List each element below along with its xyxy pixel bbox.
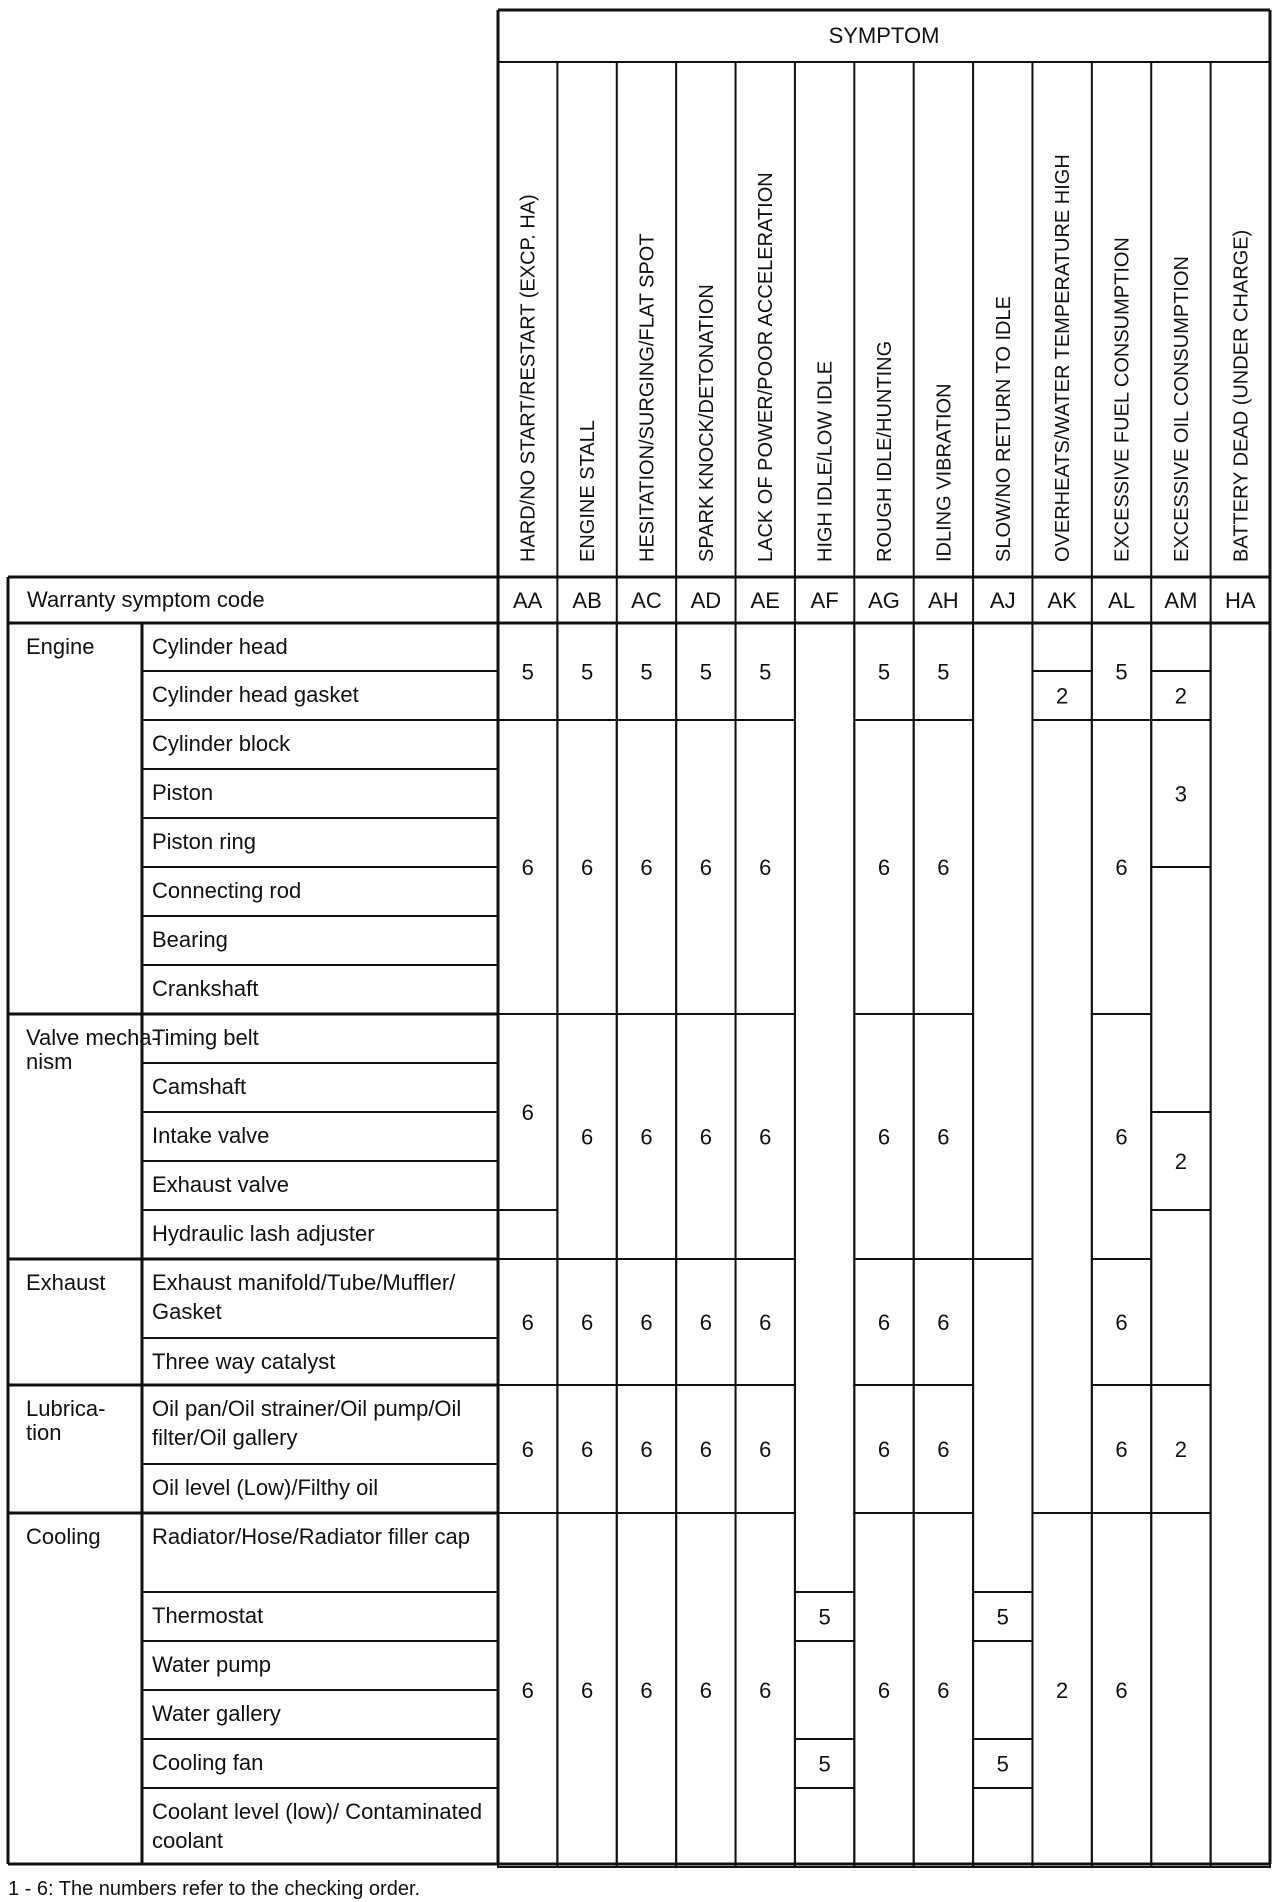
value-cell-ag: 6 — [877, 1310, 891, 1335]
symptom-code-al: AL — [1108, 588, 1135, 613]
symptom-label-ae: LACK OF POWER/POOR ACCELERATION — [755, 172, 778, 562]
value-cell-al: 6 — [1115, 855, 1128, 880]
group-label-0: Engine — [26, 634, 95, 659]
value-cell-ad: 5 — [699, 659, 712, 685]
footnote: 1 - 6: The numbers refer to the checking order. — [8, 1878, 421, 1900]
symptom-label-af: HIGH IDLE/LOW IDLE — [814, 360, 837, 562]
value-cell-ak: 2 — [1056, 683, 1069, 709]
symptom-label-aa: HARD/NO START/RESTART (EXCP. HA) — [517, 194, 540, 562]
value-cell-ab: 6 — [580, 1124, 594, 1150]
item-label: Intake valve — [152, 1123, 270, 1148]
value-cell-aa: 6 — [521, 1310, 534, 1335]
item-label: Cylinder head — [152, 634, 288, 659]
value-cell-aa: 6 — [521, 1678, 534, 1703]
symptom-code-aj: AJ — [989, 588, 1016, 613]
value-cell-ad: 6 — [699, 1678, 712, 1703]
value-cell-ab: 6 — [580, 1310, 594, 1335]
value-cell-aa: 5 — [521, 659, 534, 685]
value-cell-ac: 6 — [640, 1124, 653, 1150]
value-cell-aj: 5 — [996, 1604, 1009, 1630]
symptom-code-ah: AH — [928, 588, 959, 613]
symptom-code-ag: AG — [868, 588, 900, 613]
symptom-header: SYMPTOM — [828, 23, 940, 48]
value-cell-al: 5 — [1115, 659, 1128, 685]
value-cell-ag: 6 — [877, 1124, 891, 1150]
value-cell-ah: 5 — [937, 659, 950, 685]
value-cell-al: 6 — [1115, 1437, 1128, 1462]
value-cell-al: 6 — [1115, 1124, 1128, 1150]
value-cell-ab: 5 — [580, 659, 594, 685]
value-cell-ac: 6 — [640, 1678, 653, 1703]
value-cell-af: 5 — [818, 1751, 831, 1777]
symptom-label-ag: ROUGH IDLE/HUNTING — [874, 340, 896, 562]
value-cell-am: 3 — [1174, 781, 1188, 807]
item-label: Timing belt — [152, 1025, 259, 1050]
value-cell-am: 2 — [1174, 1149, 1188, 1174]
symptom-label-ac: HESITATION/SURGING/FLAT SPOT — [636, 233, 659, 562]
value-cell-aa: 6 — [521, 1100, 534, 1125]
item-label: Three way catalyst — [152, 1349, 336, 1374]
group-label-2: Exhaust — [26, 1270, 106, 1295]
item-label: Exhaust manifold/Tube/Muffler/ Gasket — [152, 1270, 456, 1324]
symptom-code-ac: AC — [631, 588, 662, 613]
value-cell-ag: 5 — [877, 659, 891, 685]
symptom-code-ha: HA — [1225, 588, 1256, 613]
value-cell-aa: 6 — [521, 855, 534, 880]
item-label: Cooling fan — [152, 1750, 264, 1775]
value-cell-ah: 6 — [937, 1678, 950, 1703]
value-cell-ah: 6 — [937, 1124, 950, 1150]
value-cell-al: 6 — [1115, 1678, 1128, 1703]
value-cell-ab: 6 — [580, 1678, 594, 1703]
item-label: Piston — [152, 780, 214, 805]
symptom-label-ad: SPARK KNOCK/DETONATION — [695, 284, 718, 562]
symptom-label-ha: BATTERY DEAD (UNDER CHARGE) — [1230, 229, 1253, 562]
item-label: Crankshaft — [152, 976, 259, 1001]
item-label: Radiator/Hose/Radiator filler cap — [152, 1524, 470, 1549]
symptom-label-ak: OVERHEATS/WATER TEMPERATURE HIGH — [1052, 154, 1075, 562]
item-label: Thermostat — [152, 1603, 264, 1628]
symptom-label-am: EXCESSIVE OIL CONSUMPTION — [1170, 256, 1193, 562]
value-cell-ab: 6 — [580, 1437, 594, 1462]
item-label: Cylinder head gasket — [152, 682, 359, 707]
item-label: Exhaust valve — [152, 1172, 289, 1197]
group-label-4: Cooling — [26, 1524, 101, 1549]
item-label: Water pump — [152, 1652, 272, 1677]
group-label-3: Lubrica-tion — [26, 1396, 106, 1445]
value-cell-ae: 6 — [759, 1310, 772, 1335]
value-cell-ag: 6 — [877, 1437, 891, 1462]
value-cell-ag: 6 — [877, 855, 891, 880]
value-cell-ac: 6 — [640, 855, 653, 880]
value-cell-ac: 5 — [640, 659, 653, 685]
value-cell-aj: 5 — [996, 1751, 1009, 1777]
value-cell-ab: 6 — [580, 855, 594, 880]
symptom-code-af: AF — [810, 588, 839, 613]
value-cell-ae: 6 — [759, 1124, 772, 1150]
symptom-code-ad: AD — [690, 588, 722, 613]
value-cell-ac: 6 — [640, 1310, 653, 1335]
item-label: Coolant level (low)/ Contaminated coolant — [152, 1799, 483, 1853]
warranty-symptom-code-label: Warranty symptom code — [27, 587, 265, 612]
symptom-code-ae: AE — [750, 588, 780, 613]
item-label: Camshaft — [152, 1074, 247, 1099]
value-cell-ae: 6 — [759, 855, 772, 880]
symptom-label-ah: IDLING VIBRATION — [933, 383, 956, 562]
value-cell-ah: 6 — [937, 855, 950, 880]
symptom-label-ab: ENGINE STALL — [577, 420, 600, 562]
item-label: Oil pan/Oil strainer/Oil pump/Oil filter/Oil gallery — [152, 1396, 462, 1450]
value-cell-ah: 6 — [937, 1437, 950, 1462]
item-label: Cylinder block — [152, 731, 291, 756]
value-cell-am: 2 — [1174, 683, 1188, 709]
value-cell-ad: 6 — [699, 1310, 712, 1335]
value-cell-am: 2 — [1174, 1437, 1188, 1462]
value-cell-ae: 6 — [759, 1437, 772, 1462]
symptom-code-aa: AA — [513, 588, 543, 613]
item-label: Piston ring — [152, 829, 256, 854]
item-label: Connecting rod — [152, 878, 302, 903]
value-cell-ad: 6 — [699, 1437, 712, 1462]
value-cell-af: 5 — [818, 1604, 831, 1630]
symptom-label-al: EXCESSIVE FUEL CONSUMPTION — [1111, 237, 1134, 562]
value-cell-ac: 6 — [640, 1437, 653, 1462]
value-cell-ak: 2 — [1056, 1678, 1069, 1703]
value-cell-ae: 5 — [759, 659, 772, 685]
item-label: Hydraulic lash adjuster — [152, 1221, 375, 1246]
item-label: Bearing — [152, 927, 228, 952]
value-cell-al: 6 — [1115, 1310, 1128, 1335]
group-label-1: Valve mecha-nism — [26, 1025, 159, 1074]
symptom-code-ak: AK — [1047, 588, 1077, 613]
value-cell-ah: 6 — [937, 1310, 950, 1335]
value-cell-ae: 6 — [759, 1678, 772, 1703]
item-label: Water gallery — [152, 1701, 281, 1726]
item-label: Oil level (Low)/Filthy oil — [152, 1475, 379, 1500]
value-cell-ad: 6 — [699, 855, 712, 880]
symptom-label-aj: SLOW/NO RETURN TO IDLE — [992, 296, 1015, 562]
symptom-code-am: AM — [1164, 588, 1198, 613]
value-cell-aa: 6 — [521, 1437, 534, 1462]
value-cell-ad: 6 — [699, 1124, 712, 1150]
symptom-code-ab: AB — [572, 588, 602, 613]
value-cell-ag: 6 — [877, 1678, 891, 1703]
